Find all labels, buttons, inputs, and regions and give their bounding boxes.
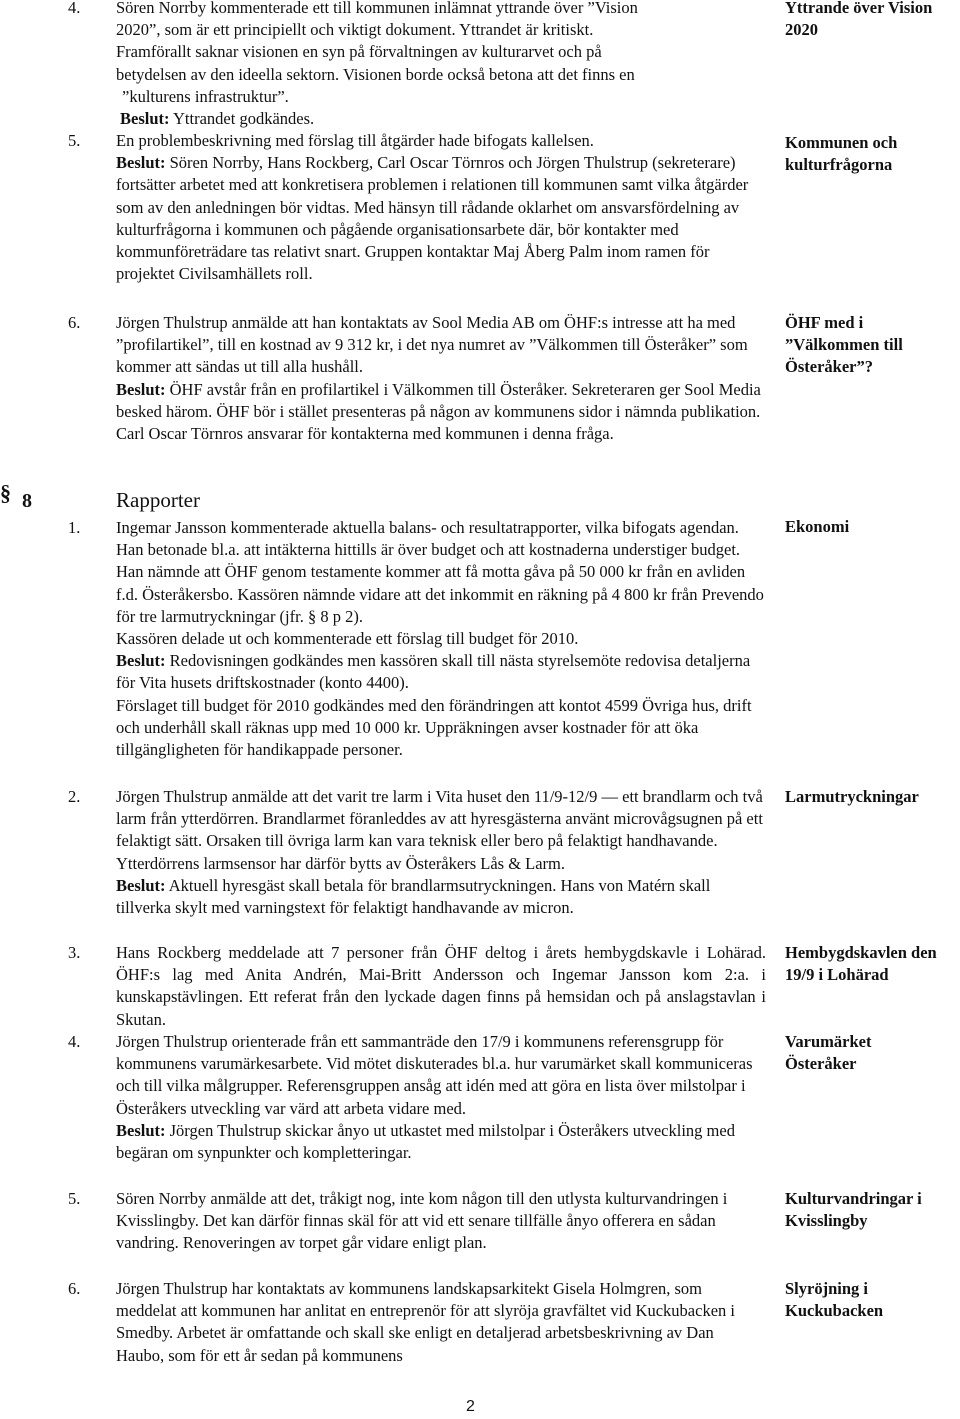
beslut-label: Beslut: — [120, 109, 170, 129]
item-intro: Hans Rockberg meddelade att 7 personer från ÖHF deltog i årets hembygdskavle i Lohärad. ÖHF:s lag med Anita Andrén, Mai-Britt Andersson och Ingemar Jansson kom 2:a. i kunskapstävlingen. Ett referat från den lyckade dagen finns på hemsidan och på anslagstavlan i Skutan. — [116, 943, 766, 1029]
section-number: 8 — [22, 490, 32, 512]
beslut-text: Sören Norrby, Hans Rockberg, Carl Oscar Törnros och Jörgen Thulstrup (sekreterare) fortsätter arbetet med att konkretisera problemen i relationen till kommunen samt vilka åtgärder som av den anledningen bör vidtas. Med hänsyn till rådande oklarhet om ansvarsfördelning av kulturfrågorna i kommunen och pågående organisationsarbete där, bör kontakter med kommunföreträdare tas relativt snart. Gruppen kontaktar Maj Åberg Palm inom ramen för projektet Civilsamhällets roll. — [116, 153, 749, 284]
item-paragraph: Ingemar Jansson kommenterade aktuella balans- och resultatrapporter, vilka bifogats agendan. Han betonade bl.a. att intäkterna hittills är över budget och att kostnaderna understiger budget. Han nämnde att ÖHF genom testamente kommer att få motta gåva på 50 000 kr från en avliden f.d. Österåkersbo. Kassören nämnde vidare att det inkommit en räkning på 4 800 kr från Prevendo för tre larmutryckningar (jfr. § 8 p 2). — [116, 518, 764, 626]
beslut-text: Jörgen Thulstrup skickar ånyo ut utkastet med milstolpar i Österåkers utveckling med begäran om synpunkter och kompletteringar. — [116, 1120, 735, 1163]
item-intro: En problembeskrivning med förslag till åtgärder hade bifogats kallelsen. — [116, 131, 594, 150]
margin-note-hembygdskavlen: Hembygdskavlen den 19/9 i Lohärad — [785, 943, 937, 984]
item-number: 4. — [68, 0, 81, 17]
beslut-label: Beslut: — [116, 379, 166, 399]
item-intro: Jörgen Thulstrup har kontaktats av kommunens landskapsarkitekt Gisela Holmgren, som meddelat att kommunen har anlitat en entreprenör för att slyröja gravfältet vid Kuckubacken i Smedby. Arbetet är omfattande och skall ske enligt en detaljerad arbetsbeskrivning av Dan Haubo, som för ett år sedan på kommunens — [116, 1279, 735, 1365]
item-number: 6. — [68, 1279, 81, 1298]
item-number: 3. — [68, 943, 81, 962]
beslut-label: Beslut: — [116, 153, 166, 173]
item-number: 6. — [68, 313, 81, 332]
margin-note-vision: Yttrande över Vision 2020 — [785, 0, 933, 39]
item-intro: Sören Norrby anmälde att det, tråkigt nog, inte kom någon till den utlysta kulturvandringen i Kvisslingby. Det kan därför finnas skäl för att vid ett senare tillfälle ånyo offerera en sådan vandring. Renoveringen av torpet går vidare enligt plan. — [116, 1189, 728, 1253]
beslut-text: Aktuell hyresgäst skall betala för brandlarmsutryckningen. Hans von Matérn skall tillverka skylt med varningstext för felaktigt handhavande av micron. — [116, 875, 711, 918]
item-paragraph: Förslaget till budget för 2010 godkändes med den förändringen att kontot 4599 Övriga hus, drift och underhåll skall räknas upp med 10 000 kr. Uppräkningen avser kostnader för att öka tillgängligheten för handikappade personer. — [116, 695, 752, 760]
margin-note-kulturfragorna: Kommunen och kulturfrågorna — [785, 133, 898, 174]
margin-note-varumarket: Varumärket Österåker — [785, 1032, 872, 1073]
text-line: Sören Norrby kommenterade ett till kommunen inlämnat yttrande över ”Vision — [116, 0, 638, 17]
report-item-1 — [0, 517, 960, 761]
beslut-label: Beslut: — [116, 875, 166, 895]
item-intro: Jörgen Thulstrup anmälde att han kontaktats av Sool Media AB om ÖHF:s intresse att ha med ”profilartikel”, till en kostnad av 9 312 kr, i det nya numret av ”Välkommen till Österåker” som kommer att sändas ut till alla hushåll. — [116, 313, 748, 377]
margin-note-slyrojning: Slyröjning i Kuckubacken — [785, 1279, 884, 1320]
item-number: 5. — [68, 131, 81, 150]
item-number: 5. — [68, 1189, 81, 1208]
margin-note-larm: Larmutryckningar — [785, 787, 919, 806]
section-title: Rapporter — [116, 488, 200, 512]
section-symbol: § — [0, 480, 11, 505]
beslut-text: ÖHF avstår från en profilartikel i Välkommen till Österåker. Sekreteraren ger Sool Media besked härom. ÖHF bör i stället presenteras på någon av kommunens sidor i nämnda publikation. Carl Oscar Törnros ansvarar för kontakterna med kommunen i denna fråga. — [116, 379, 761, 444]
item-paragraph: Kassören delade ut och kommenterade ett förslag till budget för 2010. — [116, 629, 579, 649]
margin-note-ekonomi: Ekonomi — [785, 517, 850, 536]
item-number: 4. — [68, 1032, 81, 1051]
beslut-text: Yttrandet godkändes. — [169, 109, 315, 129]
beslut-label: Beslut: — [116, 651, 166, 671]
item-number: 1. — [68, 518, 81, 537]
beslut-label: Beslut: — [116, 1120, 166, 1140]
text-line: Framförallt saknar visionen en syn på förvaltningen av kulturarvet och på — [116, 42, 602, 62]
beslut-text: Redovisningen godkändes men kassören skall till nästa styrelsemöte redovisa detaljerna för Vita husets driftskostnader (konto 4400). — [116, 651, 751, 693]
item-number: 2. — [68, 787, 81, 806]
page-number: 2 — [466, 1398, 475, 1415]
text-line: 2020”, som är ett principiellt och viktigt dokument. Yttrandet är kritiskt. — [116, 20, 594, 40]
margin-note-kulturvandringar: Kulturvandringar i Kvisslingby — [785, 1189, 922, 1230]
item-intro: Jörgen Thulstrup anmälde att det varit tre larm i Vita huset den 11/9-12/9 — ett brandlarm och två larm från ytterdörren. Brandlarmet föranleddes av att hyresgästerna använt microvågsugnen på ett felaktigt sätt. Orsaken till övriga larm kan vara teknisk eller bero på felaktigt handhavande. Ytterdörrens larmsensor har därför bytts av Österåkers Lås & Larm. — [116, 787, 763, 873]
text-line: ”kulturens infrastruktur”. — [122, 86, 289, 106]
margin-note-valkommen: ÖHF med i ”Välkommen till Österåker”? — [785, 313, 903, 376]
item-intro: Jörgen Thulstrup orienterade från ett sammanträde den 17/9 i kommunens referensgrupp för kommunens varumärkesarbete. Vid mötet diskuterades bl.a. hur varumärket skall kommuniceras och till vilka målgrupper. Referensgruppen ansåg att idén med att göra en lista över milstolpar i Österåkers utveckling var värd att arbeta vidare med. — [116, 1032, 753, 1118]
text-line: betydelsen av den ideella sektorn. Visionen borde också betona att det finns en — [116, 64, 635, 84]
